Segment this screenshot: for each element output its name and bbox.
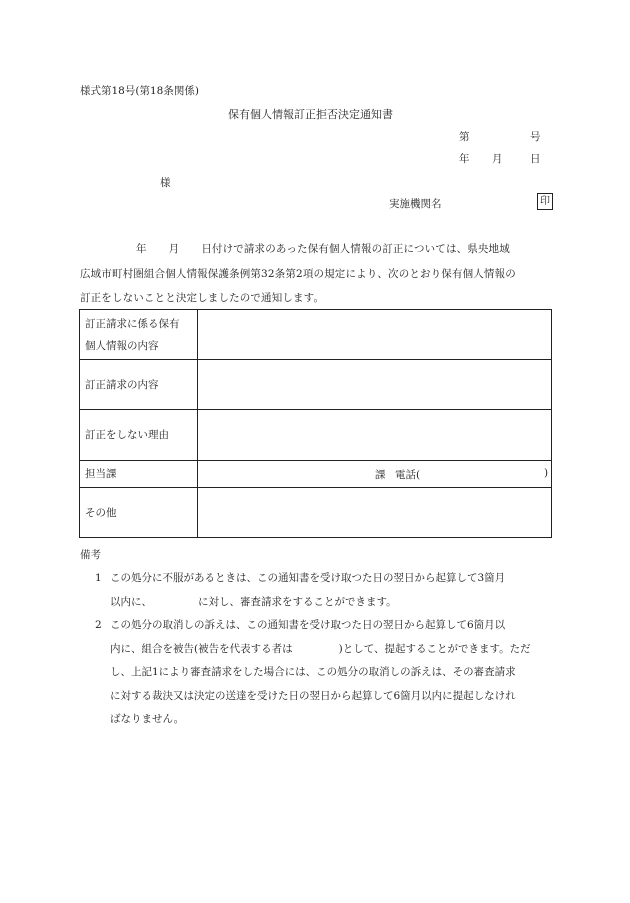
table-row-content [80, 310, 552, 360]
note-2-line-3 [80, 661, 560, 685]
note-text: し、上記1により審査請求をした場合には、この処分の取消しの訴えは、その審査請求 [110, 666, 516, 678]
row-value-department [198, 461, 552, 488]
document-number-prefix: 第 [459, 131, 470, 143]
body-line1-text: 日付けで請求のあった保有個人情報の訂正については、県央地域 [201, 243, 510, 255]
row-label-other: その他 [80, 488, 198, 538]
note-2-line-1 [80, 614, 560, 638]
document-number-suffix: 号 [530, 131, 541, 143]
note-2-line-4 [80, 685, 560, 709]
row-value-personal-info [198, 310, 552, 360]
row-label-line: 訂正請求に係る保有 [85, 317, 180, 330]
note-text: に対する裁決又は決定の送達を受けた日の翌日から起算して6箇月以内に提起しなけれ [110, 689, 516, 702]
body-month-label: 月 [168, 243, 180, 255]
note-number: 2 [95, 619, 102, 631]
note-2-line-5 [80, 708, 560, 732]
addressee-honorific: 様 [160, 177, 171, 189]
row-label-personal-info [80, 310, 198, 360]
notes-heading: 備考 [80, 549, 101, 561]
notice-body-line-1 [80, 237, 560, 262]
note-text: ばなりません。 [110, 713, 185, 725]
row-value-reason [198, 410, 552, 461]
note-text: 内に、組合を被告(被告を代表する者は [110, 642, 293, 655]
notice-body-line-3: 訂正をしないことと決定しましたので通知します。 [80, 292, 325, 304]
notice-body [80, 237, 560, 311]
notice-body-line-2: 広域市町村圏組合個人情報保護条例第32条第2項の規定により、次のとおり保有個人情報の [80, 267, 516, 280]
row-value-request [198, 360, 552, 410]
row-label-department: 担当課 [80, 461, 198, 488]
agency-name-label: 実施機関名 [389, 198, 442, 210]
note-text: この処分の取消しの訴えは、この通知書を受け取つた日の翌日から起算して6箇月以 [110, 619, 506, 631]
table-row-department [80, 461, 552, 488]
row-label-line: 個人情報の内容 [85, 339, 159, 352]
date-month-label: 月 [492, 153, 503, 165]
note-number: 1 [95, 572, 102, 584]
section-suffix: 課 [375, 469, 386, 481]
form-number: 様式第18号(第18条関係) [80, 85, 199, 97]
date-year-label: 年 [459, 153, 470, 165]
note-text: 以内に、 [110, 595, 152, 608]
notes-list [80, 567, 560, 732]
note-text: )として、提起することができます。ただ [338, 642, 531, 655]
phone-close-paren: ) [544, 467, 549, 479]
phone-label: 電話( [395, 469, 421, 481]
table-row-other [80, 488, 552, 538]
body-year-label: 年 [136, 243, 147, 255]
note-1-line-1 [80, 567, 560, 591]
document-title: 保有個人情報訂正拒否決定通知書 [228, 108, 393, 121]
row-value-other [198, 488, 552, 538]
row-label-request: 訂正請求の内容 [80, 360, 198, 410]
row-label-reason: 訂正をしない理由 [80, 410, 198, 461]
note-text: に対し、審査請求をすることができます。 [198, 595, 397, 608]
note-2-line-2 [80, 638, 560, 662]
notice-table [79, 309, 552, 538]
seal-mark: 印 [537, 193, 553, 210]
table-row-request [80, 360, 552, 410]
note-text: この処分に不服があるときは、この通知書を受け取つた日の翌日から起算して3箇月 [110, 572, 506, 584]
note-1-line-2 [80, 591, 560, 615]
date-day-label: 日 [530, 153, 541, 165]
table-row-reason [80, 410, 552, 461]
